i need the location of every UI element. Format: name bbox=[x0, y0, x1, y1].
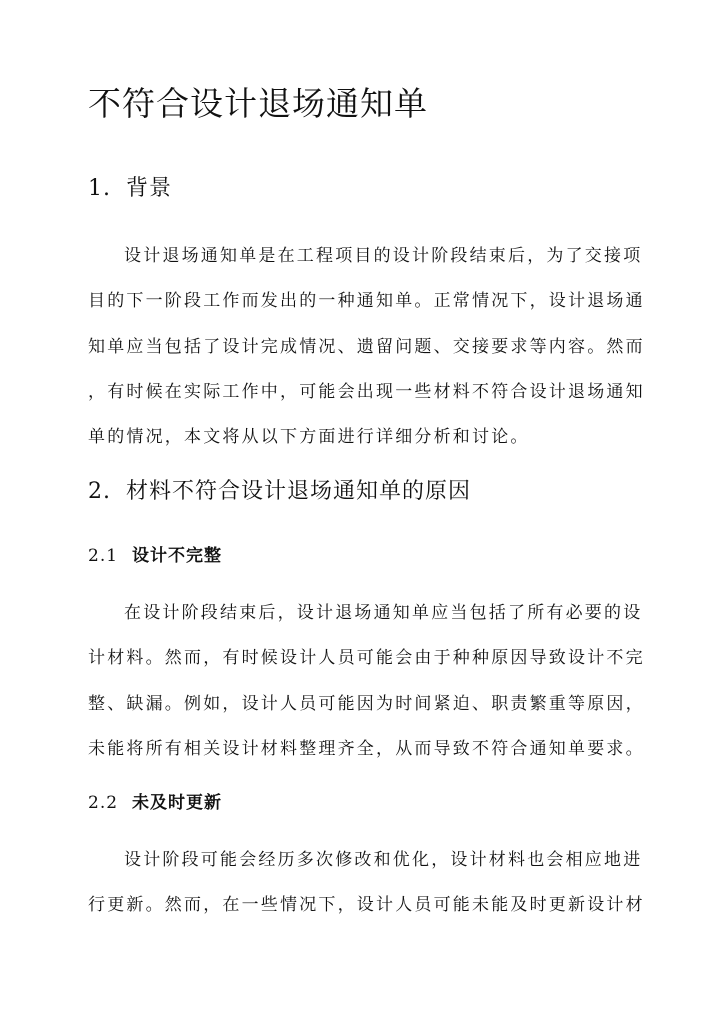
subsection-2-2-number: 2.2 bbox=[88, 793, 119, 813]
paragraph-line: 整、缺漏。例如，设计人员可能因为时间紧迫、职责繁重等原因， bbox=[88, 693, 645, 714]
section-2-heading bbox=[88, 477, 471, 507]
subsection-2-1-title: 设计不完整 bbox=[132, 546, 222, 566]
paragraph-line: 计材料。然而，有时候设计人员可能会由于种种原因导致设计不完 bbox=[88, 648, 645, 669]
subsection-2-2-heading bbox=[88, 791, 222, 815]
subsection-2-2-title: 未及时更新 bbox=[132, 793, 222, 813]
paragraph-line: 单的情况，本文将从以下方面进行详细分析和讨论。 bbox=[88, 427, 530, 448]
paragraph-line: 设计退场通知单是在工程项目的设计阶段结束后，为了交接项 bbox=[124, 246, 643, 266]
paragraph-line: 在设计阶段结束后，设计退场通知单应当包括了所有必要的设 bbox=[124, 603, 643, 623]
subsection-2-2-paragraph bbox=[88, 848, 645, 939]
paragraph-line: 知单应当包括了设计完成情况、遗留问题、交接要求等内容。然而 bbox=[88, 336, 645, 357]
paragraph-line: ，有时候在实际工作中，可能会出现一些材料不符合设计退场通知 bbox=[88, 381, 645, 402]
paragraph-line: 设计阶段可能会经历多次修改和优化，设计材料也会相应地进 bbox=[124, 850, 643, 870]
section-1-paragraph bbox=[88, 244, 645, 470]
document-title: 不符合设计退场通知单 bbox=[88, 84, 428, 123]
section-2-number: 2. bbox=[88, 479, 111, 504]
section-1-number: 1. bbox=[88, 176, 111, 201]
section-1-heading bbox=[88, 174, 172, 204]
section-1-title: 背景 bbox=[126, 176, 173, 201]
paragraph-line: 未能将所有相关设计材料整理齐全，从而导致不符合通知单要求。 bbox=[88, 738, 645, 759]
subsection-2-1-number: 2.1 bbox=[88, 546, 119, 566]
section-2-title: 材料不符合设计退场通知单的原因 bbox=[126, 479, 472, 504]
subsection-2-1-heading bbox=[88, 544, 222, 568]
subsection-2-1-paragraph bbox=[88, 601, 645, 782]
paragraph-line: 行更新。然而，在一些情况下，设计人员可能未能及时更新设计材 bbox=[88, 895, 645, 916]
paragraph-line: 目的下一阶段工作而发出的一种通知单。正常情况下，设计退场通 bbox=[88, 291, 645, 312]
